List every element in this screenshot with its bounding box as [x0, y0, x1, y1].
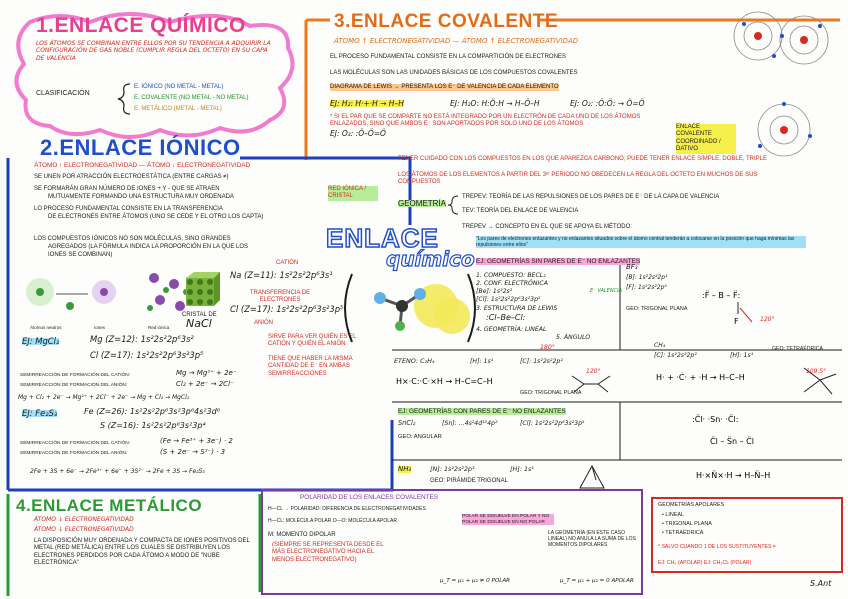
section1-description: LOS ÁTOMOS SE COMBINAN ENTRE ELLOS POR SU TENDENCIA A ADQUIRIR LA CONFIGURACIÓN DE GAS NOBLE (CUMPLIR REGLA DEL OCTETO) EN SU CAPA DE VALENCIA	[36, 40, 271, 62]
apolar-trigonal: • TRIGONAL PLANA	[662, 521, 712, 527]
nacl-crystal-icon	[182, 270, 222, 310]
angle-step: 5. ÁNGULO	[556, 334, 591, 341]
section4-title: 4.ENLACE METÁLICO	[16, 496, 203, 515]
section1-title: 1.ENLACE QUÍMICO	[36, 14, 246, 37]
section3-title: 3.ENLACE COVALENTE	[334, 11, 559, 32]
center-title-1: ENLACE	[326, 223, 439, 253]
note-electron-balance: TIENE QUE HABER LA MISMA CANTIDAD DE E⁻ EN AMBAS SEMIRREACCIONES	[268, 356, 353, 377]
h-config-ethene: [H]: 1s¹	[470, 358, 494, 365]
cl2-config: Cl (Z=17): 1s²2s²2p⁶3s²3p⁵	[90, 350, 204, 360]
signature: S.Ant	[810, 579, 832, 588]
trepev-method: TREPEV → CONCEPTO EN EL QUE SE APOYA EL MÉTODO:	[462, 224, 632, 230]
ch4-geometry: GEO: TETRAÉDRICA	[772, 346, 823, 352]
svg-text:F: F	[734, 317, 739, 326]
becl2-geometry: 4. GEOMETRÍA: LINEAL	[476, 326, 547, 333]
angle-180: 180°	[540, 344, 555, 351]
section2-subtitle: ÁTOMO ↑ ELECTRONEGATIVIDAD — ÁTOMO ↓ ELECTRONEGATIVIDAD	[34, 162, 251, 169]
lewis-diagram: DIAGRAMA DE LEWIS → PRESENTA LOS E⁻ DE VALENCIA DE CADA ELEMENTO	[330, 84, 559, 90]
example-h2o: EJ: H₂O: H:Ö:H → H–Ö–H	[450, 99, 540, 108]
section4-subtitle-2: ÁTOMO ↓ ELECTRONEGATIVIDAD	[34, 526, 134, 533]
ionic-bullet-4b: AGREGADOS (LA FÓRMULA INDICA LA PROPORCIÓN EN LA QUE LOS	[48, 244, 249, 250]
h-config-ch4: [H]: 1s¹	[730, 352, 754, 359]
becl2-lewis: :Cl–Be–Cl:	[486, 313, 526, 322]
apolar-geometries-heading: GEOMETRÍAS APOLARES	[658, 502, 725, 508]
transfer-label: TRANSFERENCIA DE ELECTRONES	[249, 290, 311, 304]
sncl2-structure	[690, 408, 810, 454]
lone-pairs-heading: EJ: GEOMETRÍAS CON PARES DE E⁻ NO ENLAZANTES	[398, 408, 566, 415]
svg-text:C̈l – S̈n – C̈l: C̈l – S̈n – C̈l	[710, 437, 754, 446]
ionic-bullet-2a: SE FORMARÁN GRAN NÚMERO DE IONES + Y - QUE SE ATRAEN	[34, 186, 220, 192]
bf3-structure	[700, 278, 810, 338]
sn-config: [Sn]: ...4s²4d¹⁰4p²	[442, 420, 498, 427]
ethene-structure	[394, 366, 624, 396]
covalent-type: E. COVALENTE (NO METAL - NO METAL)	[134, 95, 249, 101]
section2-title: 2.ENLACE IÓNICO	[40, 135, 241, 160]
na-config: Na (Z=11): 1s²2s²2p⁶3s¹	[230, 270, 333, 280]
total-reaction-1: Mg + Cl₂ + 2e⁻ → Mg²⁺ + 2Cl⁻ + 2e⁻ → Mg + Cl₂ → MgCl₂	[18, 394, 190, 401]
polar-equation: μ_T = μ₁ + μ₂ ≠ 0 POLAR	[440, 578, 511, 584]
apolar-tetrahedral: • TETRAÉDRICA	[662, 530, 704, 536]
svg-text::C̈l· ·Sn· ·C̈l:: :C̈l· ·Sn· ·C̈l:	[692, 415, 739, 424]
svg-text:H· + ·Ċ· + ·H → H–C–H: H· + ·Ċ· + ·H → H–C–H	[656, 373, 745, 382]
section3-subtitle: ÁTOMO ↑ ELECTRONEGATIVIDAD — ÁTOMO ↑ ELECTRONEGATIVIDAD	[334, 37, 579, 45]
angle-120-ethene: 120°	[586, 368, 601, 375]
brace-icon	[116, 82, 132, 116]
be-config: [Be]: 1s²2s²	[476, 288, 513, 295]
carbon-note: TENER CUIDADO CON LOS COMPUESTOS EN LOS QUE APAREZCA CARBONO; PUEDE TENER ENLACE SIMPLE, DOBLE, TRIPLE	[398, 156, 767, 162]
dipole-moment: Μ: MOMENTO DIPOLAR	[268, 532, 336, 538]
apolar-exception: * SALVO CUANDO 1 DE LOS SUSTITUYENTES ≠	[658, 544, 776, 550]
example-fe2s3: EJ: Fe₂S₃	[22, 408, 58, 418]
valence-label: E⁻ VALENCIA	[590, 288, 622, 294]
apolar-linear: • LINEAL	[662, 512, 684, 518]
nacl-label: NaCl	[186, 317, 212, 330]
f-config: [F]: 1s²2s²2p⁵	[626, 284, 667, 291]
molecule-illustration	[340, 268, 480, 348]
cation-semireaction-label-2: SEMIRREACCIÓN DE FORMACIÓN DEL CATIÓN:	[20, 441, 131, 446]
angle-109: 109,5°	[806, 368, 827, 375]
polarity-heading: POLARIDAD DE LOS ENLACES COVALENTES	[300, 494, 439, 501]
anion-semireaction-label: SEMIRREACCIÓN DE FORMACIÓN DEL ANIÓN:	[20, 383, 128, 388]
caption-ionic-network: Red iónica	[148, 325, 170, 330]
c-config-ch4: [C]: 1s²2s²2p²	[654, 352, 697, 359]
anion-label: ANIÓN	[254, 320, 274, 326]
apolar-equation: μ_T = μ₁ + μ₂ = 0 APOLAR	[560, 578, 634, 584]
dative-tag: ENLACE COVALENTE COORDINADO / DATIVO	[676, 124, 736, 154]
bf3-label: BF₃	[626, 263, 638, 271]
tev-definition: TEV: TEORÍA DEL ENLACE DE VALENCIA	[462, 208, 579, 214]
classification-label: CLASIFICACIÓN	[36, 90, 90, 97]
ch4-label: CH₄	[654, 342, 666, 349]
ionic-bullet-1: SE UNEN POR ATRACCIÓN ELECTROESTÁTICA (ENTRE CARGAS ≠)	[34, 174, 229, 180]
becl2-conf: 2. CONF. ELECTRÓNICA	[476, 280, 548, 287]
sncl2-geometry: GEO: ANGULAR	[398, 434, 442, 440]
metallic-type: E. METÁLICO (METAL - METAL)	[134, 106, 222, 112]
svg-text:H×·C:·C·×H → H–C=C–H: H×·C:·C·×H → H–C=C–H	[396, 377, 493, 386]
anion-semireaction-label-2: SEMIRREACCIÓN DE FORMACIÓN DEL ANIÓN:	[20, 451, 128, 456]
atom-diagram-icon	[724, 6, 844, 166]
ionic-bullet-2b: MUTUAMENTE FORMANDO UNA ESTRUCTURA MUY ORDENADA	[48, 194, 234, 200]
crystal-label: CRISTAL DE	[182, 312, 217, 318]
total-reaction-2: 2Fe + 3S + 6e⁻ → 2Fe³⁺ + 6e⁻ + 3S²⁻ → 2Fe + 3S → Fe₂S₃	[30, 468, 205, 475]
ionic-bullet-3a: LO PROCESO FUNDAMENTAL CONSISTE EN LA TRANSFERENCIA	[34, 206, 223, 212]
nh3-structure	[576, 462, 826, 496]
n-config: [N]: 1s²2s²2p³	[430, 465, 475, 473]
caption-ions: Iones	[94, 325, 106, 330]
svg-text:H·×N̈×·H → H–N̈–H: H·×N̈×·H → H–N̈–H	[696, 471, 771, 480]
nh3-geometry: GEO: PIRÁMIDE TRIGONAL	[430, 478, 508, 484]
ionic-bullet-4a: LOS COMPUESTOS IÓNICOS NO SON MOLÉCULAS, SINO GRANDES	[34, 236, 231, 242]
polar-apolar: H—CL: MOLÉCULA POLAR O—O: MOLÉCULA APOLAR	[268, 518, 397, 524]
cl-config-becl2: [Cl]: 1s²2s²2p⁶3s²3p⁵	[476, 296, 541, 303]
ionic-network-tag: RED IÓNICA / CRISTAL	[328, 186, 378, 201]
geometry-label: GEOMETRÍA	[398, 199, 447, 208]
ionic-type: E. IÓNICO (NO METAL - METAL)	[134, 84, 224, 90]
ionic-bullet-4c: IONES SE COMBINAN)	[48, 252, 113, 258]
c-config-ethene: [C]: 1s²2s²2p²	[520, 358, 563, 365]
cation-semireaction-label: SEMIRREACCIÓN DE FORMACIÓN DEL CATIÓN:	[20, 373, 131, 378]
apolar-examples: EJ: CH₄ (APOLAR) EJ: CH₃CL (POLAR)	[658, 560, 752, 566]
trepev-definition: TREPEV: TEORÍA DE LAS REPULSIONES DE LOS PARES DE E⁻ DE LA CAPA DE VALENCIA	[462, 194, 720, 200]
anion-reaction-1: Cl₂ + 2e⁻ → 2Cl⁻	[176, 380, 234, 388]
ionic-bullet-3b: DE ELECTRONES ENTRE ÁTOMOS (UNO SE CEDE Y EL OTRO LOS CAPTA)	[48, 214, 264, 220]
example-o2: EJ: O₂: :Ö:Ö: → Ö=Ö	[570, 99, 645, 108]
dative-note: * SI EL PAR QUE SE COMPARTE NO ESTÁ INTEGRADO POR UN ELECTRÓN DE CADA UNO DE LOS ÁTOMOS ENLAZADOS, SINO QUE AMBOS E⁻ SON APORTADOS POR SOLO UNO DE LOS ÁTOMOS	[330, 114, 641, 128]
note-cation-anion: SIRVE PARA VER QUIÉN ES EL CATIÓN Y QUIÉN EL ANIÓN	[268, 334, 357, 348]
mg-config: Mg (Z=12): 1s²2s²2p⁶3s²	[90, 334, 194, 344]
fe-config: Fe (Z=26): 1s²2s²2p⁶3s²3p⁶4s²3d⁶	[84, 407, 220, 416]
brace-icon-2	[446, 194, 460, 216]
no-lone-pairs-heading: EJ: GEOMETRÍAS SIN PARES DE E⁻ NO ENLAZANTES	[476, 258, 641, 265]
cation-reaction-1: Mg → Mg²⁺ + 2e⁻	[176, 369, 237, 377]
center-title-2: químico	[386, 247, 475, 271]
svg-text::F̈ – B – F̈:: :F̈ – B – F̈:	[702, 291, 741, 300]
h-config-nh3: [H]: 1s¹	[510, 465, 534, 473]
becl2-compound: 1. COMPUESTO: BECL₂	[476, 272, 546, 279]
geometry-polar-note: LA GEOMETRÍA (EN ESTE CASO LINEAL) NO ANULA LA SUMA DE LOS MOMENTOS DIPOLARES	[548, 530, 636, 548]
b-config: [B]: 1s²2s²2p¹	[626, 274, 668, 281]
s-config: S (Z=16): 1s²2s²2p⁶3s²3p⁴	[100, 421, 206, 430]
trepev-quote: "Los pares de electrones enlazantes y no enlazantes situados sobre el átomo central tenderán a colocarse en la posición que haga mínimas las repulsiones entre ellos"	[476, 236, 806, 248]
sncl2-label: SnCl₂	[398, 419, 416, 427]
lewis-structure-step: 3. ESTRUCTURA DE LEWIS	[476, 305, 558, 312]
ch4-structure	[654, 360, 844, 400]
caption-neutral-atoms: Átomos neutros	[30, 325, 62, 330]
section4-description: LA DISPOSICIÓN MUY ORDENADA Y COMPACTA DE IONES POSITIVOS DEL METAL (RED METÁLICA) ENTRE LOS CUALES SE DISTRIBUYEN LOS ELECTRONES PERDIDOS POR CADA ÁTOMO A MODO DE "NUBE ELECTRÓNICA"	[34, 538, 250, 567]
example-mgcl2: EJ: MgCl₂	[22, 336, 60, 346]
ethene-geometry: GEO: TRIGONAL PLANA	[520, 390, 582, 396]
dissolve-tag: POLAR SE DISUELVE EN POLAR Y NO POLAR SE DISUELVE EN NO POLAR	[462, 514, 554, 525]
example-h2: EJ: H₂: H·+·H → H–H	[330, 99, 404, 108]
example-o3: EJ: O₃: :Ö–Ö=Ö	[330, 129, 386, 138]
covalent-bullet-2: LAS MOLÉCULAS SON LAS UNIDADES BÁSICAS DE LOS COMPUESTOS COVALENTES	[330, 70, 578, 76]
cation-reaction-2: (Fe → Fe³⁺ + 3e⁻) · 2	[160, 437, 233, 445]
cl-config-sncl2: [Cl]: 1s²2s²2p⁶3s²3p⁵	[520, 420, 585, 427]
cl-config: Cl (Z=17): 1s²2s²2p⁶3s²3p⁵	[230, 304, 344, 314]
section4-subtitle-1: ÁTOMO ↓ ELECTRONEGATIVIDAD	[34, 516, 134, 523]
ionic-formation-illustration	[14, 262, 194, 328]
nh3-label: NH₃	[398, 465, 412, 473]
angle-120: 120°	[760, 316, 775, 323]
ethene-label: ETENO: C₂H₄	[394, 357, 435, 365]
dipole-moment-note: (SIEMPRE SE REPRESENTA DESDE EL MÁS ELECTRONEGATIVO HACIA EL MENOS ELECTRONEGATIVO)	[272, 542, 384, 563]
covalent-bullet-1: EL PROCESO FUNDAMENTAL CONSISTE EN LA COMPARTICIÓN DE ELECTRONES	[330, 54, 566, 60]
anion-reaction-2: (S + 2e⁻ → S²⁻) · 3	[160, 448, 226, 456]
polarity-def: H—CL → POLARIDAD: DIFERENCIA DE ELECTRONEGATIVIDADES	[268, 506, 426, 512]
cation-label: CATIÓN	[276, 260, 299, 266]
bf3-geometry: GEO: TRIGONAL PLANA	[626, 306, 688, 312]
octet-note: LOS ÁTOMOS DE LOS ELEMENTOS A PARTIR DEL 3ᵉʳ PERIODO NO OBEDECEN LA REGLA DEL OCTETO EN MUCHOS DE SUS COMPUESTOS	[398, 172, 758, 186]
